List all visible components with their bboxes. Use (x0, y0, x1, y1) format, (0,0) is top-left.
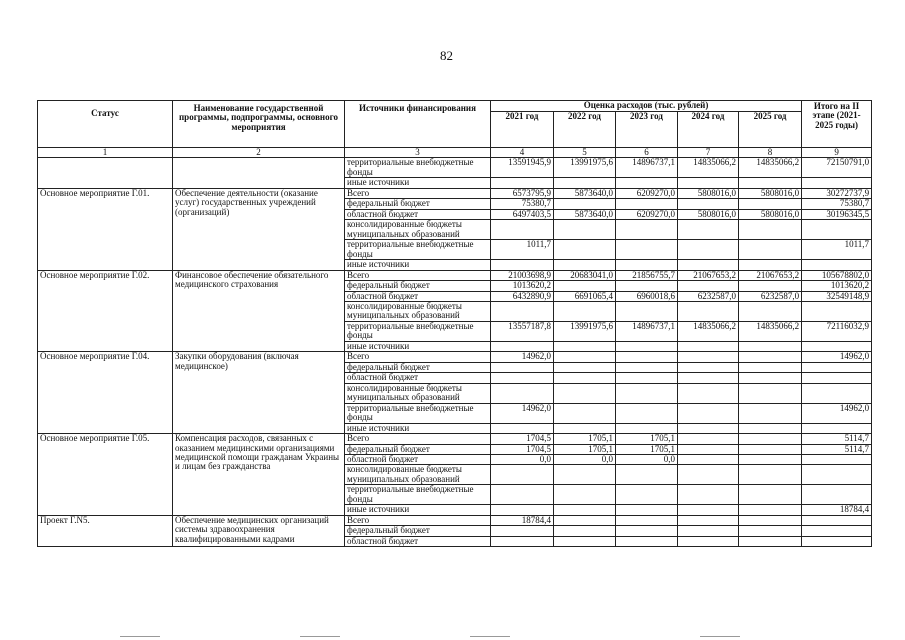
year-value-cell: 5808016,0 (739, 188, 802, 198)
year-value-cell: 6232587,0 (678, 291, 739, 301)
funding-source-cell: Всего (345, 434, 491, 444)
year-value-cell (739, 526, 802, 536)
total-value-cell (802, 536, 872, 546)
year-value-cell (616, 526, 678, 536)
year-value-cell (554, 260, 616, 270)
year-value-cell (491, 526, 554, 536)
measure-name-cell: Обеспечение медицинских организаций системы здравоохранения квалифицированными кадрами (173, 515, 345, 546)
funding-source-cell: Всего (345, 352, 491, 362)
total-value-cell (802, 515, 872, 525)
year-value-cell: 21067653,2 (678, 270, 739, 280)
funding-source-cell: консолидированные бюджеты муниципальных образований (345, 220, 491, 240)
funding-source-cell: консолидированные бюджеты муниципальных образований (345, 465, 491, 485)
funding-source-cell: территориальные внебюджетные фонды (345, 403, 491, 423)
year-value-cell (554, 341, 616, 351)
table-row (38, 270, 872, 280)
year-value-cell: 6209270,0 (616, 188, 678, 198)
year-value-cell (678, 352, 739, 362)
year-value-cell (678, 444, 739, 454)
year-value-cell: 13557187,8 (491, 321, 554, 341)
funding-source-cell: федеральный бюджет (345, 281, 491, 291)
year-value-cell (554, 220, 616, 240)
total-value-cell (802, 455, 872, 465)
year-value-cell (678, 403, 739, 423)
total-value-cell (802, 383, 872, 403)
funding-source-cell: территориальные внебюджетные фонды (345, 158, 491, 178)
total-value-cell: 32549148,9 (802, 291, 872, 301)
year-value-cell (616, 281, 678, 291)
table-row (38, 158, 872, 178)
funding-source-cell: территориальные внебюджетные фонды (345, 321, 491, 341)
year-value-cell (616, 260, 678, 270)
year-value-cell: 1013620,2 (491, 281, 554, 291)
year-value-cell (554, 199, 616, 209)
year-value-cell (678, 178, 739, 188)
year-value-cell (739, 178, 802, 188)
year-value-cell (554, 373, 616, 383)
year-value-cell (554, 423, 616, 433)
column-number: 5 (554, 148, 616, 158)
header-year-2022: 2022 год (554, 112, 616, 148)
funding-source-cell: областной бюджет (345, 536, 491, 546)
total-value-cell: 72150791,0 (802, 158, 872, 178)
year-value-cell (616, 301, 678, 321)
year-value-cell: 14835066,2 (678, 158, 739, 178)
year-value-cell (616, 383, 678, 403)
year-value-cell (678, 240, 739, 260)
table-row (38, 515, 872, 525)
year-value-cell (554, 505, 616, 515)
year-value-cell (554, 352, 616, 362)
total-value-cell: 1011,7 (802, 240, 872, 260)
year-value-cell (739, 444, 802, 454)
status-cell: Основное мероприятие Г.02. (38, 270, 173, 352)
funding-source-cell: Всего (345, 270, 491, 280)
year-value-cell (678, 536, 739, 546)
year-value-cell: 5808016,0 (678, 209, 739, 219)
year-value-cell (739, 423, 802, 433)
year-value-cell (739, 465, 802, 485)
total-value-cell: 1013620,2 (802, 281, 872, 291)
year-value-cell (739, 373, 802, 383)
year-value-cell: 14896737,1 (616, 158, 678, 178)
year-value-cell (678, 199, 739, 209)
year-value-cell: 6691065,4 (554, 291, 616, 301)
year-value-cell: 0,0 (554, 455, 616, 465)
total-value-cell: 18784,4 (802, 505, 872, 515)
total-value-cell (802, 362, 872, 372)
funding-source-cell: Всего (345, 515, 491, 525)
year-value-cell: 6497403,5 (491, 209, 554, 219)
status-cell (38, 158, 173, 188)
year-value-cell (554, 301, 616, 321)
column-number-row (38, 148, 872, 158)
year-value-cell (491, 260, 554, 270)
funding-source-cell: иные источники (345, 178, 491, 188)
funding-source-cell: федеральный бюджет (345, 444, 491, 454)
year-value-cell: 21003698,9 (491, 270, 554, 280)
year-value-cell (678, 423, 739, 433)
year-value-cell: 14835066,2 (739, 321, 802, 341)
header-name: Наименование государственной программы, подпрограммы, основного мероприятия (173, 101, 345, 148)
total-value-cell: 5114,7 (802, 434, 872, 444)
total-value-cell: 14962,0 (802, 352, 872, 362)
year-value-cell (491, 373, 554, 383)
year-value-cell: 6432890,9 (491, 291, 554, 301)
year-value-cell: 14962,0 (491, 352, 554, 362)
year-value-cell: 1705,1 (554, 444, 616, 454)
year-value-cell (554, 536, 616, 546)
year-value-cell (678, 515, 739, 525)
year-value-cell: 1705,1 (616, 434, 678, 444)
year-value-cell (739, 260, 802, 270)
status-cell: Основное мероприятие Г.04. (38, 352, 173, 434)
year-value-cell (491, 536, 554, 546)
year-value-cell: 21067653,2 (739, 270, 802, 280)
year-value-cell (554, 281, 616, 291)
year-value-cell (554, 383, 616, 403)
year-value-cell: 13991975,6 (554, 158, 616, 178)
column-number: 7 (678, 148, 739, 158)
year-value-cell (554, 178, 616, 188)
year-value-cell (616, 515, 678, 525)
funding-source-cell: областной бюджет (345, 209, 491, 219)
year-value-cell: 14835066,2 (739, 158, 802, 178)
total-value-cell (802, 220, 872, 240)
year-value-cell (739, 220, 802, 240)
year-value-cell (616, 536, 678, 546)
column-number: 8 (739, 148, 802, 158)
year-value-cell: 6573795,9 (491, 188, 554, 198)
year-value-cell: 0,0 (616, 455, 678, 465)
year-value-cell (739, 352, 802, 362)
column-number: 4 (491, 148, 554, 158)
year-value-cell (554, 515, 616, 525)
year-value-cell (491, 465, 554, 485)
year-value-cell (678, 362, 739, 372)
year-value-cell (739, 536, 802, 546)
year-value-cell (491, 485, 554, 505)
year-value-cell: 75380,7 (491, 199, 554, 209)
year-value-cell (616, 240, 678, 260)
page-number: 82 (440, 48, 453, 63)
budget-table (37, 100, 872, 547)
measure-name-cell: Обеспечение деятельности (оказание услуг) государственных учреждений (организаций) (173, 188, 345, 270)
budget-table-wrapper (37, 100, 872, 547)
measure-name-cell: Финансовое обеспечение обязательного медицинского страхования (173, 270, 345, 352)
year-value-cell (616, 485, 678, 505)
year-value-cell: 5873640,0 (554, 209, 616, 219)
funding-source-cell: Всего (345, 188, 491, 198)
funding-source-cell: консолидированные бюджеты муниципальных образований (345, 383, 491, 403)
funding-source-cell: территориальные внебюджетные фонды (345, 240, 491, 260)
year-value-cell (616, 178, 678, 188)
year-value-cell (678, 465, 739, 485)
total-value-cell (802, 341, 872, 351)
column-number: 2 (173, 148, 345, 158)
year-value-cell (678, 373, 739, 383)
header-year-2024: 2024 год (678, 112, 739, 148)
total-value-cell (802, 373, 872, 383)
total-value-cell (802, 301, 872, 321)
total-value-cell: 30196345,5 (802, 209, 872, 219)
year-value-cell (739, 240, 802, 260)
year-value-cell (616, 220, 678, 240)
funding-source-cell: консолидированные бюджеты муниципальных образований (345, 301, 491, 321)
total-value-cell: 75380,7 (802, 199, 872, 209)
year-value-cell (554, 526, 616, 536)
year-value-cell: 5808016,0 (739, 209, 802, 219)
budget-table-body (38, 158, 872, 547)
funding-source-cell: областной бюджет (345, 455, 491, 465)
year-value-cell: 13591945,9 (491, 158, 554, 178)
total-value-cell (802, 485, 872, 505)
year-value-cell (678, 455, 739, 465)
year-value-cell (554, 403, 616, 423)
funding-source-cell: иные источники (345, 260, 491, 270)
year-value-cell (678, 341, 739, 351)
year-value-cell (678, 281, 739, 291)
year-value-cell: 14896737,1 (616, 321, 678, 341)
funding-source-cell: областной бюджет (345, 291, 491, 301)
year-value-cell: 14962,0 (491, 403, 554, 423)
year-value-cell: 1705,1 (554, 434, 616, 444)
year-value-cell: 6960018,6 (616, 291, 678, 301)
status-cell: Проект Г.N5. (38, 515, 173, 546)
column-number: 1 (38, 148, 173, 158)
measure-name-cell: Компенсация расходов, связанных с оказанием медицинскими организациями медицинской помощи гражданам Украины и лицам без гражданства (173, 434, 345, 516)
header-year-2021: 2021 год (491, 112, 554, 148)
status-cell: Основное мероприятие Г.05. (38, 434, 173, 516)
year-value-cell: 5808016,0 (678, 188, 739, 198)
year-value-cell (678, 505, 739, 515)
year-value-cell (554, 362, 616, 372)
year-value-cell (739, 485, 802, 505)
year-value-cell (491, 220, 554, 240)
year-value-cell (739, 362, 802, 372)
scan-bottom-edge (0, 634, 905, 640)
header-status: Статус (38, 101, 173, 148)
funding-source-cell: федеральный бюджет (345, 526, 491, 536)
year-value-cell (491, 178, 554, 188)
year-value-cell: 6232587,0 (739, 291, 802, 301)
header-total: Итого на II этапе (2021-2025 годы) (802, 101, 872, 148)
year-value-cell (491, 383, 554, 403)
year-value-cell (678, 383, 739, 403)
year-value-cell (678, 260, 739, 270)
year-value-cell (616, 341, 678, 351)
total-value-cell: 30272737,9 (802, 188, 872, 198)
year-value-cell: 1704,5 (491, 434, 554, 444)
year-value-cell (491, 341, 554, 351)
year-value-cell (678, 485, 739, 505)
column-number: 6 (616, 148, 678, 158)
year-value-cell (739, 505, 802, 515)
table-row (38, 434, 872, 444)
year-value-cell: 1704,5 (491, 444, 554, 454)
year-value-cell (739, 341, 802, 351)
funding-source-cell: территориальные внебюджетные фонды (345, 485, 491, 505)
year-value-cell (491, 362, 554, 372)
year-value-cell (616, 505, 678, 515)
year-value-cell: 14835066,2 (678, 321, 739, 341)
total-value-cell (802, 465, 872, 485)
year-value-cell: 1705,1 (616, 444, 678, 454)
year-value-cell (678, 220, 739, 240)
year-value-cell (739, 383, 802, 403)
year-value-cell (616, 199, 678, 209)
year-value-cell (554, 485, 616, 505)
funding-source-cell: областной бюджет (345, 373, 491, 383)
column-number: 3 (345, 148, 491, 158)
year-value-cell (616, 403, 678, 423)
measure-name-cell: Закупки оборудования (включая медицинское) (173, 352, 345, 434)
year-value-cell: 18784,4 (491, 515, 554, 525)
year-value-cell (491, 423, 554, 433)
funding-source-cell: федеральный бюджет (345, 199, 491, 209)
year-value-cell (616, 352, 678, 362)
year-value-cell (554, 240, 616, 260)
table-row (38, 188, 872, 198)
total-value-cell: 14962,0 (802, 403, 872, 423)
header-estimate: Оценка расходов (тыс. рублей) (491, 101, 802, 112)
year-value-cell (491, 301, 554, 321)
header-year-2025: 2025 год (739, 112, 802, 148)
funding-source-cell: иные источники (345, 423, 491, 433)
column-number: 9 (802, 148, 872, 158)
total-value-cell: 72116032,9 (802, 321, 872, 341)
year-value-cell: 13991975,6 (554, 321, 616, 341)
total-value-cell: 5114,7 (802, 444, 872, 454)
year-value-cell (739, 455, 802, 465)
total-value-cell: 105678802,0 (802, 270, 872, 280)
status-cell: Основное мероприятие Г.01. (38, 188, 173, 270)
year-value-cell (678, 526, 739, 536)
total-value-cell (802, 526, 872, 536)
year-value-cell (616, 362, 678, 372)
year-value-cell: 20683041,0 (554, 270, 616, 280)
header-sources: Источники финансирования (345, 101, 491, 148)
year-value-cell (554, 465, 616, 485)
total-value-cell (802, 423, 872, 433)
year-value-cell (678, 434, 739, 444)
year-value-cell (616, 465, 678, 485)
funding-source-cell: федеральный бюджет (345, 362, 491, 372)
year-value-cell: 21856755,7 (616, 270, 678, 280)
year-value-cell (739, 434, 802, 444)
funding-source-cell: иные источники (345, 341, 491, 351)
year-value-cell (678, 301, 739, 321)
year-value-cell (739, 515, 802, 525)
measure-name-cell (173, 158, 345, 188)
table-row (38, 352, 872, 362)
year-value-cell (739, 199, 802, 209)
year-value-cell (739, 281, 802, 291)
year-value-cell: 1011,7 (491, 240, 554, 260)
total-value-cell (802, 260, 872, 270)
year-value-cell (616, 423, 678, 433)
year-value-cell: 6209270,0 (616, 209, 678, 219)
header-year-2023: 2023 год (616, 112, 678, 148)
year-value-cell: 0,0 (491, 455, 554, 465)
total-value-cell (802, 178, 872, 188)
year-value-cell: 5873640,0 (554, 188, 616, 198)
year-value-cell (616, 373, 678, 383)
funding-source-cell: иные источники (345, 505, 491, 515)
year-value-cell (739, 301, 802, 321)
year-value-cell (739, 403, 802, 423)
year-value-cell (491, 505, 554, 515)
